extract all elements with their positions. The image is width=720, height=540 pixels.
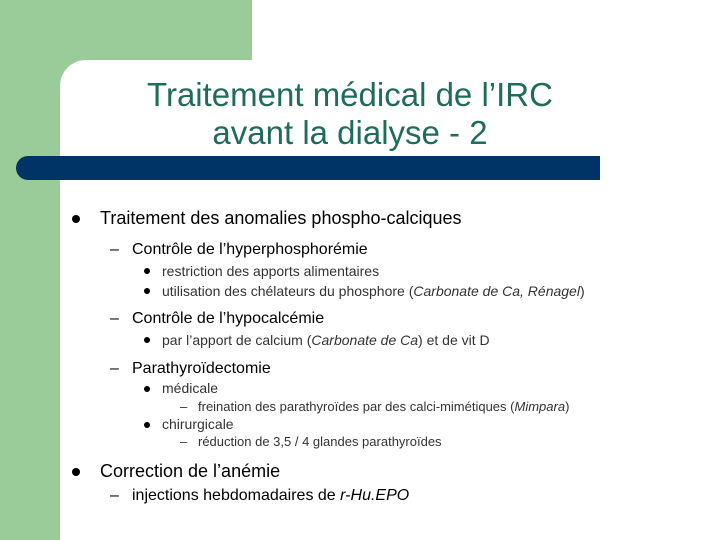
title-line-1: Traitement médical de l’IRC [147, 76, 553, 113]
hyperphos-heading: Contrôle de l’hyperphosphorémie [132, 241, 368, 258]
bullet-icon [144, 422, 150, 428]
parathyroid-surgical-detail: réduction de 3,5 / 4 glandes parathyroïdes [198, 434, 442, 449]
hyperphos-item-1: restriction des apports alimentaires [162, 263, 380, 279]
section-anemia-heading: Correction de l’anémie [100, 461, 281, 481]
dash-marker: – [180, 434, 188, 449]
dash-marker: – [180, 399, 188, 414]
parathyroid-surgical: chirurgicale [162, 416, 234, 432]
dash-marker: – [110, 487, 119, 504]
parathyroid-medical-detail: freination des parathyroïdes par des calci-mimétiques (Mimpara) [198, 399, 570, 414]
hypocalc-heading: Contrôle de l’hypocalcémie [132, 310, 325, 327]
section-phospho-heading: Traitement des anomalies phospho-calciques [100, 208, 462, 228]
title-divider-bar [16, 156, 600, 180]
dash-marker: – [110, 360, 119, 377]
bullet-icon [144, 268, 150, 274]
bullet-icon [144, 337, 150, 343]
bullet-icon [72, 215, 80, 223]
dash-marker: – [110, 310, 119, 327]
bullet-icon [72, 468, 80, 476]
bullet-icon [144, 386, 150, 392]
title-line-2: avant la dialyse - 2 [212, 114, 488, 151]
dash-marker: – [110, 241, 119, 258]
parathyroid-heading: Parathyroïdectomie [132, 360, 271, 377]
bullet-icon [144, 288, 150, 294]
parathyroid-medical: médicale [162, 380, 219, 396]
hypocalc-item-1: par l’apport de calcium (Carbonate de Ca) et de vit D [162, 332, 490, 348]
anemia-item-1: injections hebdomadaires de r-Hu.EPO [132, 487, 410, 504]
slide-title [60, 76, 640, 152]
hyperphos-item-2: utilisation des chélateurs du phosphore (Carbonate de Ca, Rénagel) [162, 283, 585, 299]
